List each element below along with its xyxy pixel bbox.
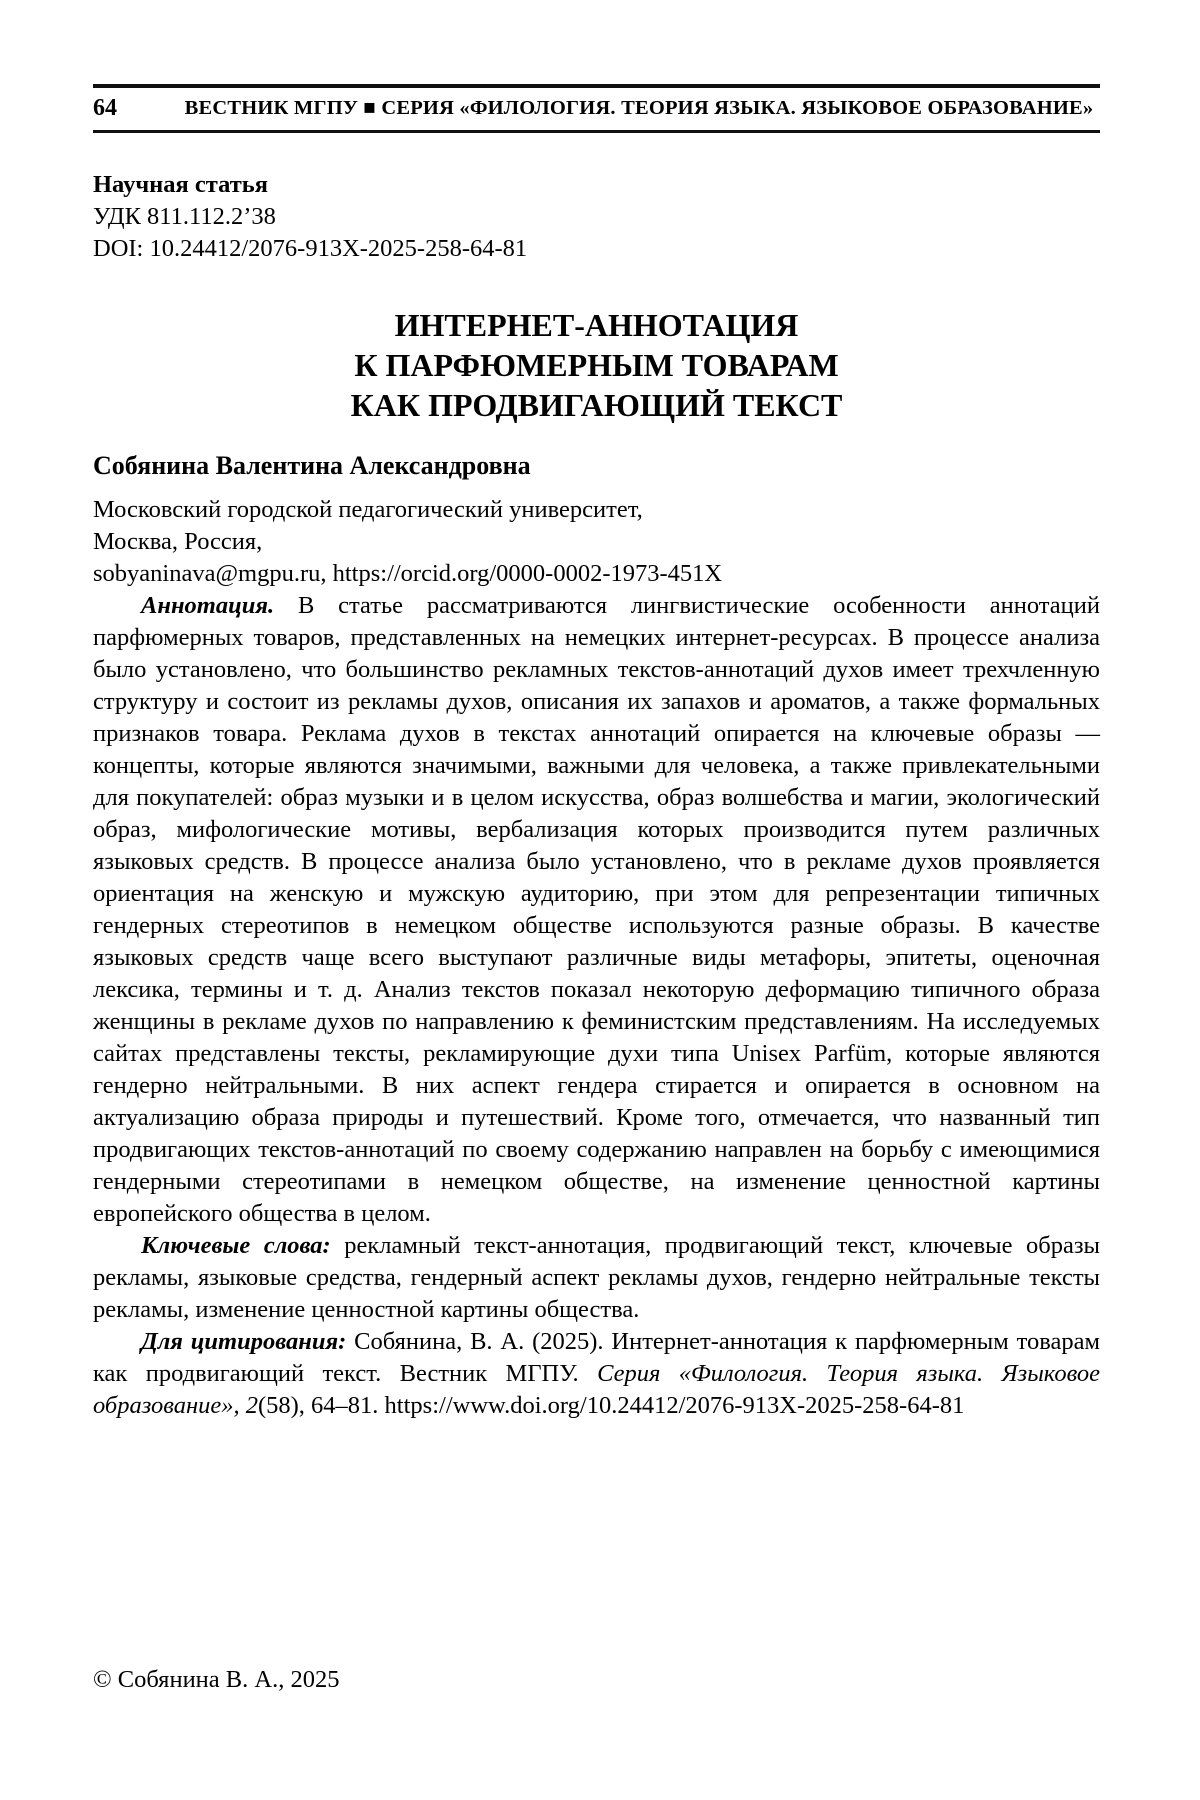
journal-title: ВЕСТНИК МГПУ ■ СЕРИЯ «ФИЛОЛОГИЯ. ТЕОРИЯ ЯЗЫКА. ЯЗЫКОВОЕ ОБРАЗОВАНИЕ» — [184, 97, 1094, 119]
keywords-paragraph — [93, 1230, 1100, 1326]
keywords-text: рекламный текст-аннотация, продвигающий текст, ключевые образы рекламы, языковые средства, гендерный аспект рекламы духов, гендерно нейтральные тексты рекламы, изменение ценностной картины общества. — [93, 1232, 1100, 1323]
article-title — [93, 305, 1100, 425]
doi-line: DOI: 10.24412/2076-913X-2025-258-64-81 — [93, 235, 528, 262]
article-type-label: Научная статья — [93, 171, 268, 198]
affiliation-line-city: Москва, Россия, — [93, 528, 263, 555]
page-content — [0, 84, 1200, 1422]
citation-text-roman-2: (58), 64–81. https://www.doi.org/10.24412/2076-913X-2025-258-64-81 — [257, 1392, 965, 1419]
author-name: Собянина Валентина Александровна — [93, 451, 531, 480]
affiliation-line-university: Московский городской педагогический университет, — [93, 496, 643, 523]
running-head — [93, 84, 1100, 133]
page-number: 64 — [93, 95, 117, 121]
article-title-line-3: КАК ПРОДВИГАЮЩИЙ ТЕКСТ — [350, 387, 843, 423]
udc-line: УДК 811.112.2’38 — [93, 203, 276, 230]
article-title-line-2: К ПАРФЮМЕРНЫМ ТОВАРАМ — [354, 347, 839, 383]
abstract-text: В статье рассматриваются лингвистические особенности аннотаций парфюмерных товаров, представленных на немецких интернет-ресурсах. В процессе анализа было установлено, что большинство рекламных текстов-аннотаций духов имеет трехчленную структуру и состоит из рекламы духов, описания их запахов и ароматов, а также формальных признаков товара. Реклама духов в текстах аннотаций опирается на ключевые образы — концепты, которые являются значимыми, важными для человека, а также привлекательными для покупателей: образ музыки и в целом искусства, образ волшебства и магии, экологический образ, мифологические мотивы, вербализация которых производится путем различных языковых средств. В процессе анализа было установлено, что в рекламе духов проявляется ориентация на женскую и мужскую аудиторию, при этом для репрезентации типичных гендерных стереотипов в немецком обществе используются разные образы. В качестве языковых средств чаще всего выступают различные виды метафоры, эпитеты, оценочная лексика, термины и т. д. Анализ текстов показал некоторую деформацию типичного образа женщины в рекламе духов по направлению к феминистским представлениям. На исследуемых сайтах представлены тексты, рекламирующие духи типа Unisex Parfüm, которые являются гендерно нейтральными. В них аспект гендера стирается и опирается в основном на актуализацию образа природы и путешествий. Кроме того, отмечается, что названный тип продвигающих текстов-аннотаций по своему содержанию направлен на борьбу с имеющимися гендерными стереотипами в немецком обществе, на изменение ценностной картины европейского общества в целом. — [93, 592, 1100, 1227]
author-affiliation — [93, 494, 1100, 590]
keywords-label: Ключевые слова: — [141, 1232, 331, 1259]
citation-text-roman-1: Собянина, В. А. (2025). Интернет-аннотация к парфюмерным товарам как продвигающий текст. Вестник МГПУ. — [93, 1328, 1100, 1387]
affiliation-line-contacts: sobyaninava@mgpu.ru, https://orcid.org/0000-0002-1973-451X — [93, 560, 723, 587]
copyright-line: © Собянина В. А., 2025 — [93, 1666, 340, 1693]
abstract-paragraph — [93, 590, 1100, 1230]
citation-paragraph — [93, 1326, 1100, 1422]
citation-text-italic: Серия «Филология. Теория языка. Языковое образование», 2 — [93, 1360, 1101, 1419]
article-title-line-1: ИНТЕРНЕТ-АННОТАЦИЯ — [394, 307, 799, 343]
abstract-label: Аннотация. — [141, 592, 275, 619]
citation-label: Для цитирования: — [141, 1328, 347, 1355]
article-meta — [93, 169, 1100, 265]
